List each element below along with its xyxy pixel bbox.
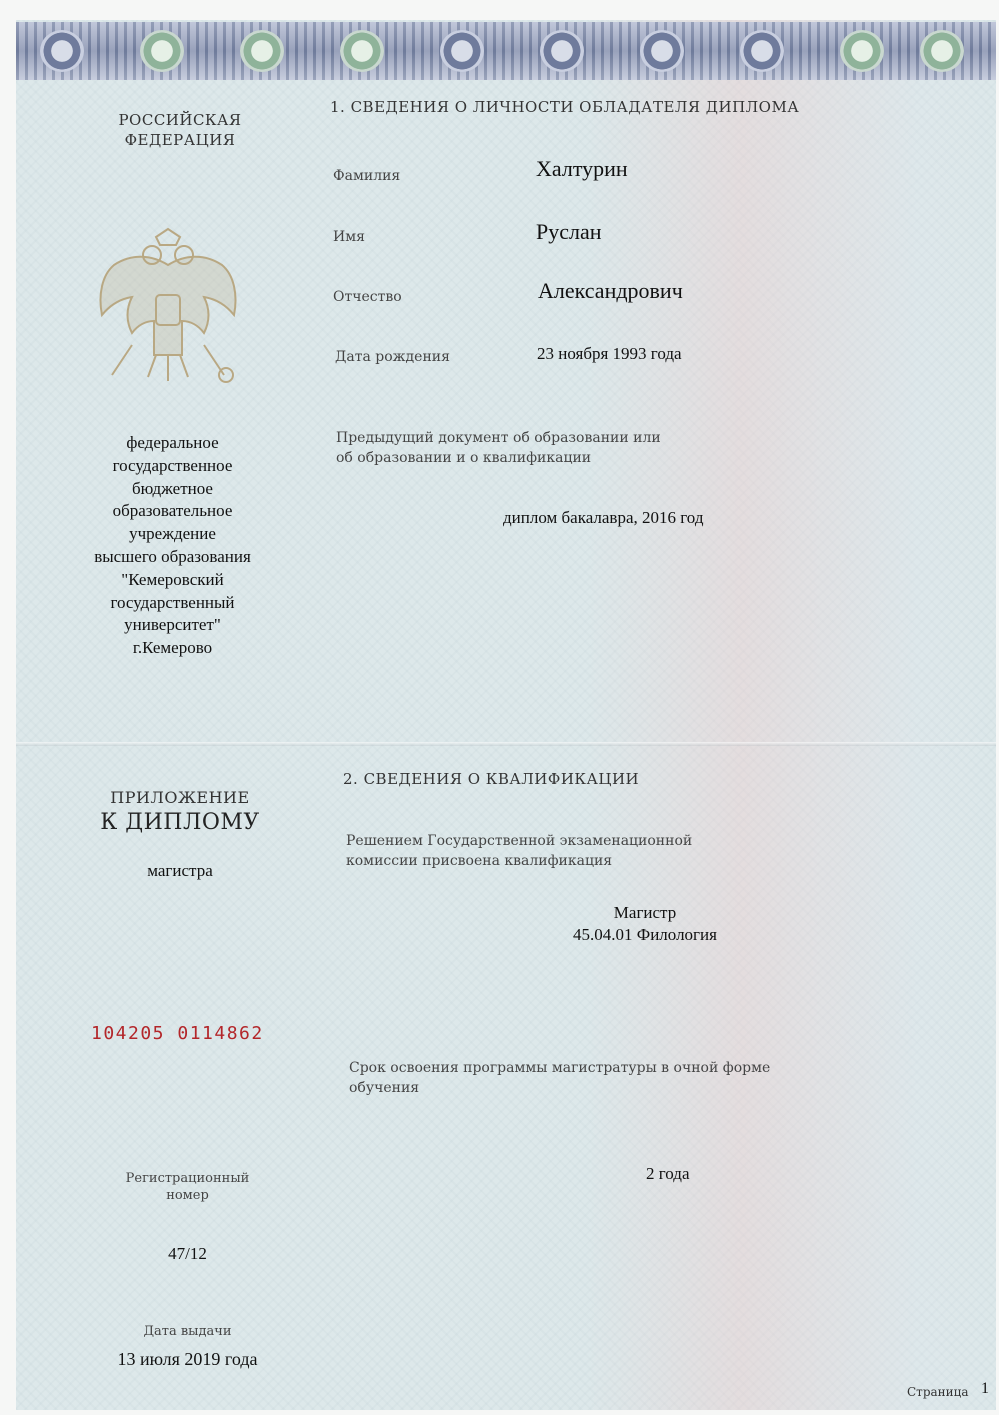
previous-document-label bbox=[336, 428, 661, 468]
country-header bbox=[85, 110, 275, 150]
section-2-title: 2. СВЕДЕНИЯ О КВАЛИФИКАЦИИ bbox=[343, 770, 640, 788]
page-number: 1 bbox=[981, 1380, 989, 1397]
surname-label: Фамилия bbox=[333, 168, 401, 184]
appendix-title-line-1: ПРИЛОЖЕНИЕ bbox=[110, 788, 250, 807]
issue-date-label: Дата выдачи bbox=[143, 1324, 232, 1339]
birth-date-value: 23 ноября 1993 года bbox=[537, 344, 682, 363]
name-value: Руслан bbox=[536, 219, 602, 244]
ornament-rosette bbox=[840, 30, 884, 72]
ornament-rosette bbox=[920, 30, 964, 72]
appendix-title bbox=[85, 788, 275, 838]
ornament-rosette bbox=[340, 30, 384, 72]
country-line-1: РОССИЙСКАЯ bbox=[118, 111, 242, 129]
registration-label-line: номер bbox=[166, 1188, 209, 1203]
study-duration-label-line: Срок освоения программы магистратуры в очной форме bbox=[349, 1060, 771, 1076]
institution-line: государственный bbox=[110, 592, 235, 612]
patronymic-label: Отчество bbox=[333, 289, 402, 305]
institution-line: университет" bbox=[124, 615, 221, 635]
ornament-rosette bbox=[740, 30, 784, 72]
study-duration-value: 2 года bbox=[646, 1164, 690, 1183]
appendix-title-line-2: К ДИПЛОМУ bbox=[100, 810, 260, 835]
registration-label-line: Регистрационный bbox=[125, 1171, 250, 1186]
page-label: Страница bbox=[907, 1385, 969, 1399]
ornament-rosette bbox=[40, 30, 84, 72]
country-line-2: ФЕДЕРАЦИЯ bbox=[124, 131, 236, 149]
registration-label bbox=[105, 1170, 270, 1204]
degree-level: магистра bbox=[147, 861, 213, 880]
birth-date-label: Дата рождения bbox=[335, 349, 450, 365]
institution-line: образовательное bbox=[112, 501, 233, 521]
qualification-title: Магистр bbox=[613, 903, 677, 922]
institution-line: г.Кемерово bbox=[132, 638, 213, 658]
fold-line bbox=[16, 742, 996, 746]
study-duration-label-line: обучения bbox=[349, 1080, 420, 1096]
ornament-rosette bbox=[240, 30, 284, 72]
institution-name bbox=[75, 432, 270, 660]
study-duration-label bbox=[349, 1058, 770, 1098]
qualification-specialty: 45.04.01 Филология bbox=[573, 925, 717, 944]
coat-of-arms-icon bbox=[92, 225, 244, 385]
name-label: Имя bbox=[333, 229, 365, 245]
ornament-rosette bbox=[540, 30, 584, 72]
surname-value: Халтурин bbox=[536, 156, 628, 181]
institution-line: бюджетное bbox=[132, 478, 213, 498]
ornament-rosette bbox=[140, 30, 184, 72]
previous-document-value: диплом бакалавра, 2016 год bbox=[503, 508, 704, 527]
institution-line: высшего образования bbox=[94, 546, 251, 566]
institution-line: "Кемеровский bbox=[121, 569, 224, 589]
diploma-serial-number: 104205 0114862 bbox=[91, 1023, 264, 1044]
qualification-decision-label bbox=[346, 831, 692, 871]
ornament-rosette bbox=[440, 30, 484, 72]
patronymic-value: Александрович bbox=[538, 278, 683, 303]
qualification-decision-line: комиссии присвоена квалификация bbox=[346, 853, 613, 869]
qualification-value bbox=[540, 902, 750, 946]
institution-line: учреждение bbox=[129, 524, 216, 544]
section-1-title: 1. СВЕДЕНИЯ О ЛИЧНОСТИ ОБЛАДАТЕЛЯ ДИПЛОМА bbox=[330, 98, 800, 116]
institution-line: федеральное bbox=[126, 433, 219, 452]
ornament-rosette bbox=[640, 30, 684, 72]
institution-line: государственное bbox=[112, 455, 233, 475]
issue-date-value: 13 июля 2019 года bbox=[117, 1349, 258, 1369]
previous-document-label-line: Предыдущий документ об образовании или bbox=[336, 430, 661, 446]
qualification-decision-line: Решением Государственной экзаменационной bbox=[346, 833, 693, 849]
registration-number: 47/12 bbox=[168, 1244, 207, 1263]
previous-document-label-line: об образовании и о квалификации bbox=[336, 450, 592, 466]
